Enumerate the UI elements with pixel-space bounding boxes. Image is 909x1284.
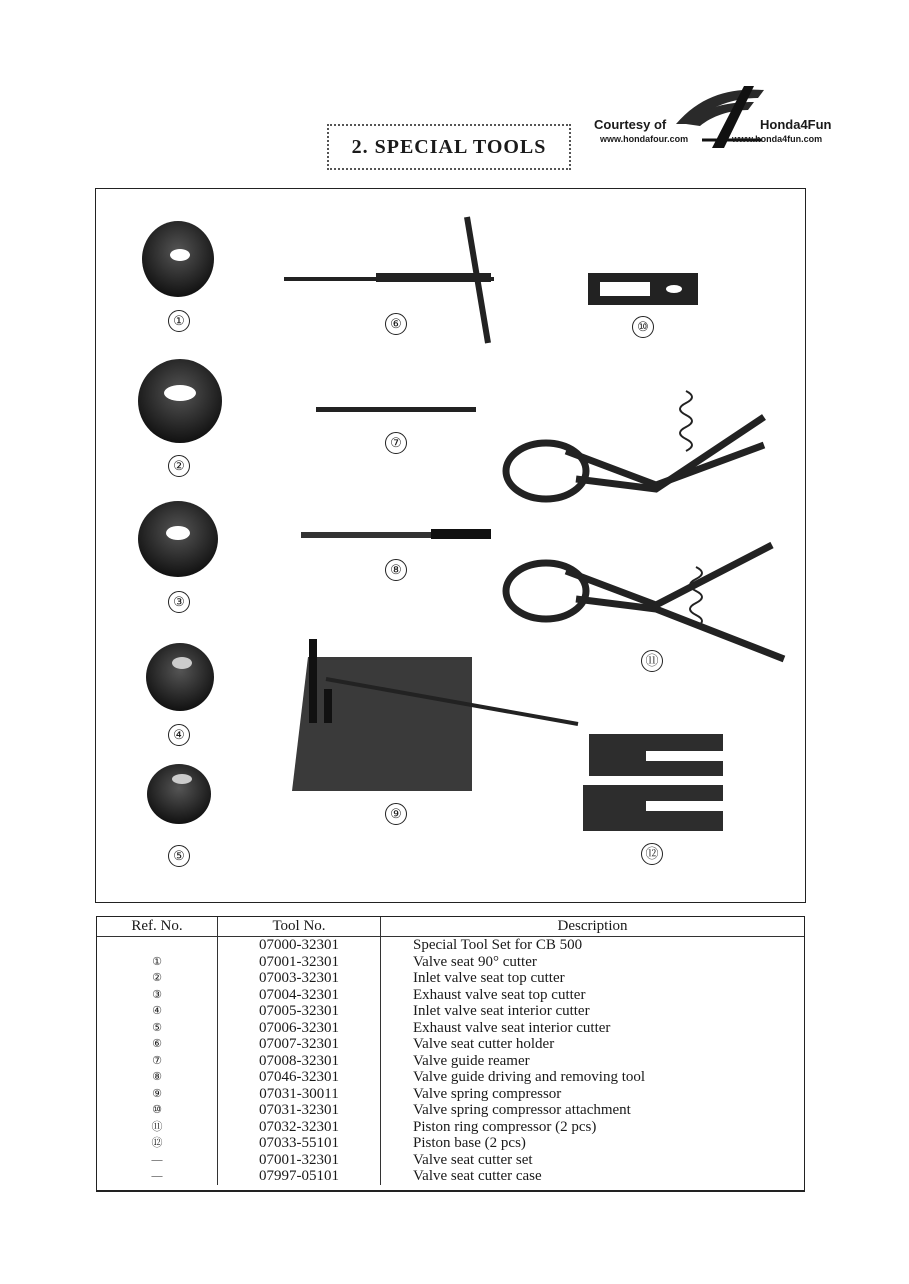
cutter-2-icon xyxy=(138,359,222,443)
table-row xyxy=(97,1119,804,1136)
description-cell: Valve guide reamer xyxy=(413,1052,530,1069)
table-row xyxy=(97,1102,804,1119)
figure-label-10: ⑩ xyxy=(632,316,654,338)
description-cell: Inlet valve seat interior cutter xyxy=(413,1003,590,1019)
description-cell: Valve guide driving and removing tool xyxy=(413,1069,646,1085)
valve-guide-reamer-icon xyxy=(316,407,476,412)
cutter-5-icon xyxy=(147,764,211,824)
table-row xyxy=(97,1152,804,1169)
tool-no-cell: 07006-32301 xyxy=(218,1020,381,1037)
section-title xyxy=(327,124,571,170)
table-row xyxy=(97,1135,804,1152)
tool-no-cell: 07001-32301 xyxy=(218,1152,381,1169)
courtesy-logo xyxy=(594,84,854,154)
header-ref-no: Ref. No. xyxy=(97,917,218,937)
courtesy-url-right: www.honda4fun.com xyxy=(732,134,823,144)
tools-illustration xyxy=(96,189,807,904)
table-row xyxy=(97,1053,804,1070)
table-header-row xyxy=(97,917,804,937)
table-row xyxy=(97,937,804,954)
table-row xyxy=(97,1086,804,1103)
figure-label-3: ③ xyxy=(168,591,190,613)
ref-cell: — xyxy=(97,1152,218,1169)
cutter-1-icon xyxy=(142,221,214,297)
cutter-3-icon xyxy=(138,501,218,577)
ref-cell xyxy=(97,937,218,954)
figure-label-1: ① xyxy=(168,310,190,332)
tool-no-cell: 07005-32301 xyxy=(218,1003,381,1020)
tool-no-cell: 07031-30011 xyxy=(218,1086,381,1103)
ref-cell: ① xyxy=(97,954,218,971)
tool-no-cell: 07001-32301 xyxy=(218,954,381,971)
tool-no-cell: 07003-32301 xyxy=(218,970,381,987)
courtesy-url-left: www.hondafour.com xyxy=(600,134,689,144)
description-cell: Valve spring compressor attachment xyxy=(413,1102,631,1118)
ref-cell: ⑨ xyxy=(97,1086,218,1103)
description-cell: Valve seat cutter set xyxy=(413,1151,533,1168)
tool-no-cell: 07033-55101 xyxy=(218,1135,381,1152)
piston-base-icon xyxy=(583,734,726,831)
description-cell: Inlet valve seat top cutter xyxy=(413,970,565,986)
section-title-text: 2. SPECIAL TOOLS xyxy=(351,135,547,158)
tools-table xyxy=(96,916,805,1192)
figure-label-7: ⑦ xyxy=(385,432,407,454)
tool-no-cell: 07031-32301 xyxy=(218,1102,381,1119)
figure-label-12: ⑫ xyxy=(641,843,663,865)
ref-cell: ④ xyxy=(97,1003,218,1020)
table-row xyxy=(97,1036,804,1053)
description-cell: Valve seat cutter case xyxy=(413,1168,542,1184)
cutter-4-icon xyxy=(146,643,214,711)
description-cell: Exhaust valve seat top cutter xyxy=(413,986,586,1003)
figure-label-9: ⑨ xyxy=(385,803,407,825)
courtesy-of-text: Courtesy of xyxy=(594,117,667,132)
valve-spring-compressor-icon xyxy=(292,639,578,791)
ref-cell: ⑫ xyxy=(97,1135,218,1152)
ref-cell: ⑩ xyxy=(97,1102,218,1119)
tools-table-grid xyxy=(97,917,804,1185)
table-row xyxy=(97,1168,804,1185)
table-row xyxy=(97,987,804,1004)
tool-no-cell: 07004-32301 xyxy=(218,987,381,1004)
table-row xyxy=(97,970,804,987)
ref-cell: ⑤ xyxy=(97,1020,218,1037)
table-row xyxy=(97,1003,804,1020)
tool-no-cell: 07997-05101 xyxy=(218,1168,381,1185)
ref-cell: ⑦ xyxy=(97,1053,218,1070)
description-cell: Piston base (2 pcs) xyxy=(413,1135,526,1151)
ref-cell: ⑪ xyxy=(97,1119,218,1136)
description-cell: Exhaust valve seat interior cutter xyxy=(413,1019,611,1036)
description-cell: Special Tool Set for CB 500 xyxy=(413,937,583,953)
header-description: Description xyxy=(381,917,805,937)
figure-label-4: ④ xyxy=(168,724,190,746)
table-row xyxy=(97,1020,804,1037)
description-cell: Valve spring compressor xyxy=(413,1085,562,1102)
piston-ring-compressor-icon xyxy=(506,417,784,659)
figure-label-2: ② xyxy=(168,455,190,477)
figure-label-8: ⑧ xyxy=(385,559,407,581)
figure-label-5: ⑤ xyxy=(168,845,190,867)
courtesy-brand: Honda4Fun xyxy=(760,117,832,132)
ref-cell: ③ xyxy=(97,987,218,1004)
valve-guide-driver-icon xyxy=(301,529,491,539)
figure-label-6: ⑥ xyxy=(385,313,407,335)
ref-cell: ② xyxy=(97,970,218,987)
ref-cell: — xyxy=(97,1168,218,1185)
tool-no-cell: 07007-32301 xyxy=(218,1036,381,1053)
ref-cell: ⑥ xyxy=(97,1036,218,1053)
description-cell: Valve seat cutter holder xyxy=(413,1036,555,1052)
table-row xyxy=(97,1069,804,1086)
description-cell: Piston ring compressor (2 pcs) xyxy=(413,1118,597,1135)
description-cell: Valve seat 90° cutter xyxy=(413,953,537,970)
ref-cell: ⑧ xyxy=(97,1069,218,1086)
header-tool-no: Tool No. xyxy=(218,917,381,937)
tool-no-cell: 07000-32301 xyxy=(218,937,381,954)
tools-figure xyxy=(95,188,806,903)
tool-no-cell: 07046-32301 xyxy=(218,1069,381,1086)
tool-no-cell: 07032-32301 xyxy=(218,1119,381,1136)
tool-no-cell: 07008-32301 xyxy=(218,1053,381,1070)
table-row xyxy=(97,954,804,971)
figure-label-11: ⑪ xyxy=(641,650,663,672)
compressor-attachment-icon xyxy=(588,273,698,305)
